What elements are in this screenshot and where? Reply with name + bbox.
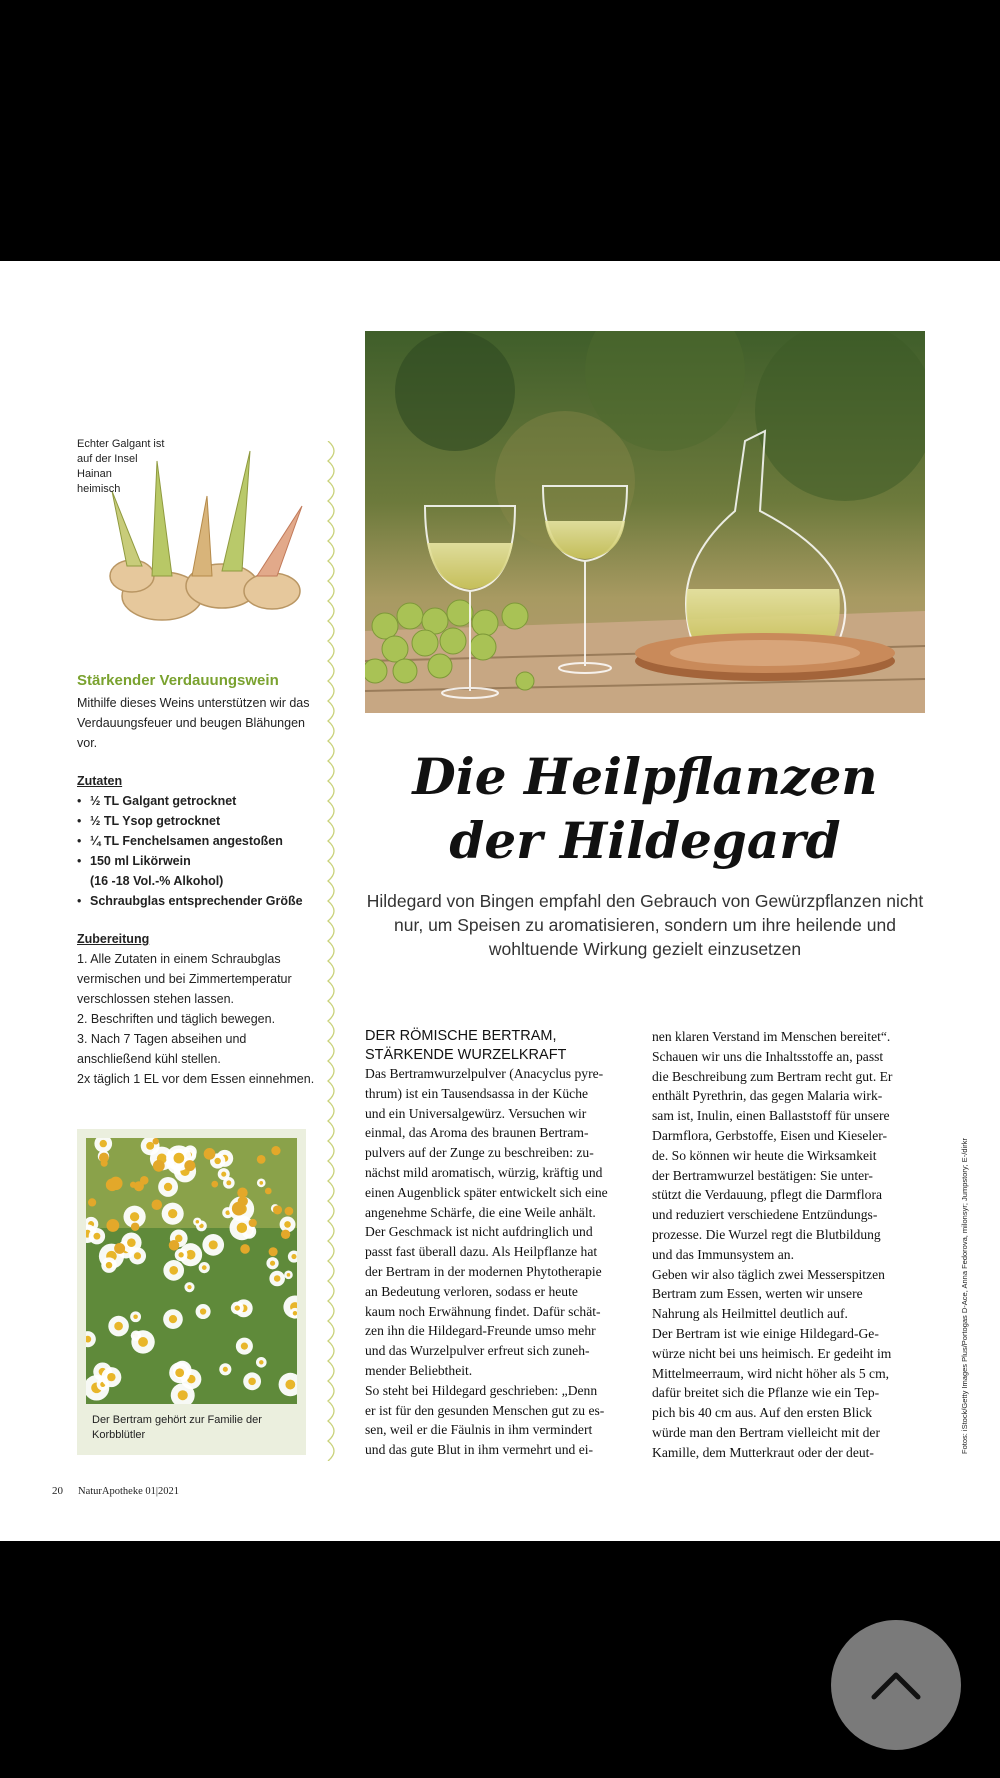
wine-photo: [365, 331, 925, 713]
chamomile-center: [237, 1223, 247, 1233]
chamomile-center: [259, 1181, 263, 1185]
chamomile-center: [274, 1275, 281, 1282]
photo-credit: Fotos: iStock/Getty Images Plus/Portogas D-Ace, Anna Fedorova, milonsyr; Jumpstory; E-/dirkr: [960, 1138, 969, 1454]
chamomile-center: [106, 1262, 112, 1268]
chamomile-center: [168, 1209, 177, 1218]
chamomile-bud: [273, 1205, 282, 1214]
list-item: • ½ TL Ysop getrocknet: [77, 811, 317, 831]
chamomile-center: [107, 1373, 115, 1381]
chamomile-center: [146, 1142, 154, 1150]
chamomile-center: [100, 1140, 107, 1147]
chevron-up-icon: [866, 1665, 926, 1705]
chamomile-bud: [238, 1196, 248, 1206]
chamomile-center: [93, 1233, 100, 1240]
chamomile-image: [86, 1138, 297, 1404]
chamomile-figure: [77, 1129, 306, 1455]
chamomile-bud: [130, 1182, 136, 1188]
ingredient-list: [77, 791, 317, 911]
chamomile-bud: [249, 1219, 257, 1227]
chamomile-bud: [265, 1188, 272, 1195]
chamomile-bud: [271, 1146, 280, 1155]
magazine-issue: NaturApotheke 01|2021: [78, 1486, 179, 1497]
page-number: 20: [52, 1485, 63, 1497]
recipe-intro: Mithilfe dieses Weins unterstützen wir das Verdauungsfeuer und beugen Blähungen vor.: [77, 696, 310, 750]
list-item: • 150 ml Likörwein (16 -18 Vol.-% Alkohol): [77, 851, 317, 891]
chamomile-center: [130, 1212, 139, 1221]
chamomile-center: [133, 1314, 138, 1319]
scroll-to-top-button[interactable]: [831, 1620, 961, 1750]
chamomile-bud: [106, 1219, 119, 1232]
chamomile-bud: [101, 1160, 108, 1167]
article-column-1: Das Bertramwurzelpulver (Anacyclus pyre- thrum) ist ein Tausendsassa in der Küche und ein Universalgewürz. Versuchen wir einmal, das Aroma des braunen Bertram- pulvers auf der Zunge zu beschreiben: zu- nächst mild aromatisch, würzig, kräftig und einen Augenblick später entwickelt sich eine angenehme Schärfe, die eine Weile anhält. Der Geschmack ist nicht aufdringlich und passt fast überall dazu. Als Heilpflanze hat der Bertram in der modernen Phytotherapie an Bedeutung verloren, sodass er heute kaum noch Erwähnung findet. Dafür schät- zen ihn die Hildegard-Freunde umso mehr und das Wurzelpulver erfreut sich zuneh- mender Beliebtheit. So steht bei Hildegard geschrieben: „Denn er ist für den gesunden Menschen gut zu es- sen, weil er die Fäulnis in ihm vermindert und das gute Blut in ihm vermehrt und ei-: [365, 1066, 608, 1458]
list-item: 3. Nach 7 Tagen abseihen und anschließend kühl stellen.: [77, 1032, 247, 1066]
chamomile-center: [285, 1380, 295, 1390]
chamomile-center: [235, 1305, 240, 1310]
chamomile-center: [127, 1238, 136, 1247]
chamomile-center: [200, 1308, 206, 1314]
ingredients-heading: Zutaten: [77, 774, 123, 788]
chamomile-bud: [153, 1138, 159, 1144]
chamomile-center: [270, 1261, 275, 1266]
article-column-2: nen klaren Verstand im Menschen bereitet“. Schauen wir uns die Inhaltsstoffe an, passt die Beschreibung zum Bertram recht gut. Er enthält Pyrethrin, das gegen Malaria wirk- sam ist, Inulin, einen Ballaststoff für unsere Darmflora, Gerbstoffe, Eisen und Kieseler- de. So können wir heute die Wirksamkeit der Bertramwurzel bestätigen: Sie unter- stützt die Verdauung, pflegt die Darmflora und reduziert verschiedene Entzündungs- prozesse. Die Wurzel regt die Blutbildung und das Immunsystem an. Geben wir also täglich zwei Messerspitzen Bertram zum Essen, werten wir unsere Nahrung als Heilmittel deutlich auf. Der Bertram ist wie einige Hildegard-Ge- würze nicht bei uns heimisch. Er gedeiht im Mittelmeerraum, wird nicht höher als 5 cm, dafür breitet sich die Pflanze wie ein Tep- pich bis 40 cm aus. Auf den ersten Blick würde man den Bertram vielleicht mit der Kamille, dem Mutterkraut oder der deut-: [652, 1029, 893, 1460]
decorative-border: [326, 441, 340, 1461]
preparation-steps: [77, 949, 317, 1089]
chamomile-bud: [269, 1247, 278, 1256]
chamomile-bud: [285, 1207, 294, 1216]
chamomile-center: [248, 1378, 255, 1385]
chamomile-center: [291, 1254, 296, 1259]
section-heading: DER RÖMISCHE BERTRAM, STÄRKENDE WURZELKRAFT: [365, 1028, 567, 1063]
chamomile-bud: [140, 1176, 149, 1185]
chamomile-bud: [88, 1198, 96, 1206]
chamomile-center: [169, 1315, 177, 1323]
chamomile-bud: [152, 1200, 163, 1211]
chamomile-caption: Der Bertram gehört zur Familie der Korbblütler: [92, 1414, 262, 1441]
chamomile-center: [174, 1153, 185, 1164]
magazine-page: [0, 261, 1000, 1541]
chamomile-center: [196, 1220, 200, 1224]
chamomile-bud: [109, 1177, 122, 1190]
chamomile-bud: [131, 1223, 139, 1231]
chamomile-center: [169, 1266, 178, 1275]
preparation-heading: Zubereitung: [77, 932, 150, 946]
chamomile-center: [209, 1240, 218, 1249]
chamomile-center: [214, 1158, 220, 1164]
chamomile-center: [114, 1322, 123, 1331]
chamomile-center: [259, 1360, 263, 1364]
chamomile-bud: [257, 1155, 266, 1164]
chamomile-bud: [184, 1160, 195, 1171]
chamomile-bud: [169, 1240, 180, 1251]
list-item: 2x täglich 1 EL vor dem Essen einnehmen.: [77, 1072, 315, 1086]
list-item: • ½ TL Galgant getrocknet: [77, 791, 317, 811]
chamomile-center: [221, 1172, 226, 1177]
chamomile-center: [164, 1183, 172, 1191]
chamomile-bud: [281, 1230, 290, 1239]
chamomile-center: [138, 1337, 148, 1347]
chamomile-center: [223, 1367, 228, 1372]
recipe-title: Stärkender Verdauungswein: [77, 672, 279, 689]
chamomile-bud: [211, 1181, 218, 1188]
chamomile-center: [202, 1265, 207, 1270]
list-item: • ¼ TL Fenchelsamen angestoßen: [77, 831, 317, 851]
chamomile-center: [178, 1252, 183, 1257]
chamomile-center: [187, 1285, 191, 1289]
chamomile-center: [241, 1343, 248, 1350]
chamomile-bud: [114, 1243, 125, 1254]
galangal-caption: Echter Galgant ist auf der Insel Hainan heimisch: [77, 438, 165, 495]
chamomile-bud: [204, 1148, 216, 1160]
list-item: 2. Beschriften und täglich bewegen.: [77, 1012, 276, 1026]
chamomile-center: [287, 1273, 291, 1277]
chamomile-center: [134, 1252, 141, 1259]
recipe-sidebar: [77, 671, 317, 1089]
article-subtitle: Hildegard von Bingen empfahl den Gebrauch von Gewürzpflanzen nicht nur, um Speisen zu aromatisieren, sondern um ihre heilende und wohltuende Wirkung gezielt einzusetzen: [366, 891, 924, 959]
list-item: 1. Alle Zutaten in einem Schraubglas vermischen und bei Zimmertemperatur verschlossen stehen lassen.: [77, 952, 292, 1006]
article-title: Die Heilpflanzen der Hildegard: [412, 747, 878, 870]
chamomile-center: [284, 1221, 291, 1228]
chamomile-bud: [153, 1160, 165, 1172]
chamomile-center: [226, 1180, 231, 1185]
chamomile-bud: [240, 1244, 250, 1254]
chamomile-center: [178, 1390, 188, 1400]
list-item: • Schraubglas entsprechender Größe: [77, 891, 317, 911]
chamomile-center: [175, 1368, 184, 1377]
